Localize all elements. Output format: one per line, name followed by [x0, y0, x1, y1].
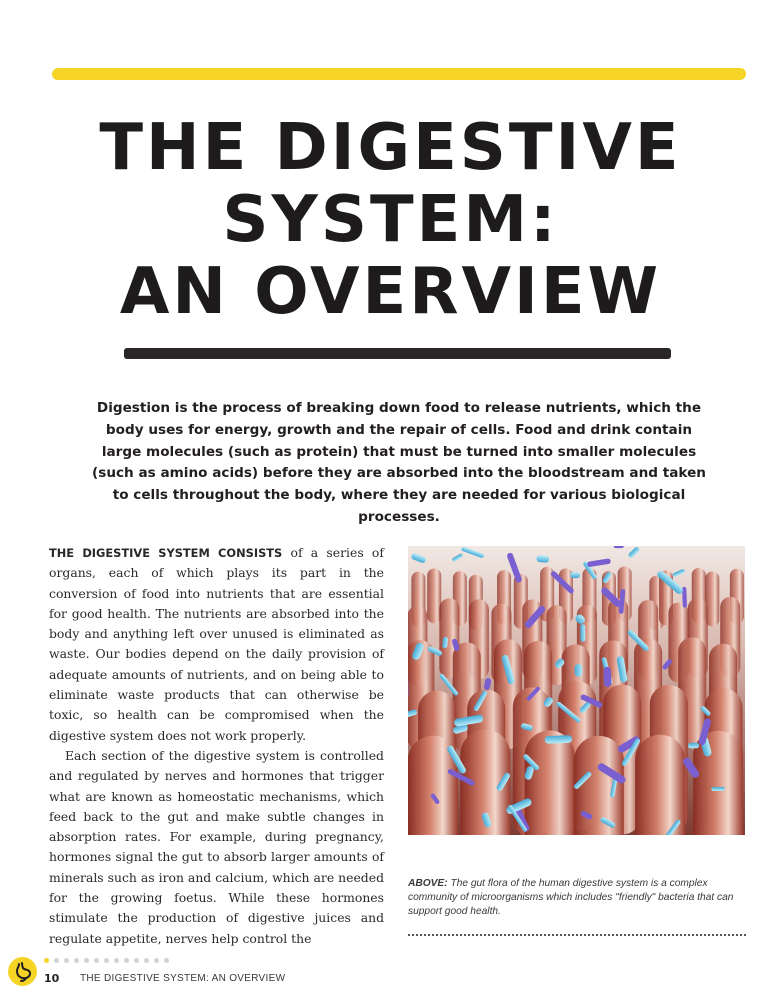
- caption-label: ABOVE:: [408, 878, 448, 889]
- intro-paragraph: Digestion is the process of breaking down food to release nutrients, which the body uses for energy, growth and the repair of cells. Food and drink contain large molecules (such as protein) that must be turned into smaller molecules (such as amino acids) before they are absorbed into the bloodstream and taken to cells throughout the body, where they are needed for various biological processes.: [92, 400, 706, 525]
- villus: [427, 568, 441, 623]
- caption-dotted-rule: [408, 934, 746, 936]
- villus: [693, 731, 743, 835]
- title-line-2: SYSTEM:: [222, 183, 559, 257]
- page-title: [0, 112, 781, 328]
- bacterium: [545, 735, 573, 744]
- title-line-1: THE DIGESTIVE: [99, 111, 682, 185]
- top-accent-bar: [52, 68, 746, 80]
- villus: [525, 730, 575, 835]
- page-number: 10: [44, 972, 60, 985]
- stomach-icon: [8, 957, 37, 986]
- paragraph-1-text: of a series of organs, each of which plays its part in the conversion of food into nutrients that are essential for good health. The nutrients are absorbed into the body and anything left over unused is eliminated as waste. Our bodies depend on the daily provision of adequate amounts of nutrients, and on being able to eliminate waste products that can otherwise be toxic, so health can be compromised when the digestive system does not work properly.: [49, 545, 384, 743]
- title-line-3: AN OVERVIEW: [119, 255, 662, 329]
- footer-progress-dots: [44, 958, 169, 964]
- gut-flora-illustration: [408, 546, 745, 835]
- bacterium: [580, 624, 585, 642]
- villus: [574, 736, 624, 835]
- body-column: [49, 543, 384, 949]
- bacterium: [614, 546, 624, 548]
- body-paragraph-2: Each section of the digestive system is controlled and regulated by nerves and hormones that trigger what are known as homeostatic mechanisms, which feed back to the gut and make subtle changes in absorption rates. For example, during pregnancy, hormones signal the gut to absorb larger amounts of minerals such as iron and calcium, which are needed for the growing foetus. While these hormones stimulate the production of digestive juices and regulate appetite, nerves help control the: [49, 747, 384, 946]
- running-head: THE DIGESTIVE SYSTEM: AN OVERVIEW: [80, 973, 286, 984]
- gut-flora-photo: [408, 546, 745, 835]
- lead-in: THE DIGESTIVE SYSTEM CONSISTS: [49, 546, 283, 560]
- bacterium: [575, 664, 583, 677]
- body-paragraph-1: [49, 543, 384, 746]
- caption-text: The gut flora of the human digestive system is a complex community of microorganisms which includes "friendly" bacteria that can support good health.: [408, 878, 734, 917]
- bacterium: [688, 743, 699, 749]
- photo-caption: [408, 877, 746, 919]
- title-underline: [124, 348, 671, 359]
- bacterium: [570, 572, 580, 578]
- bacterium: [604, 667, 612, 687]
- bacterium: [711, 787, 725, 791]
